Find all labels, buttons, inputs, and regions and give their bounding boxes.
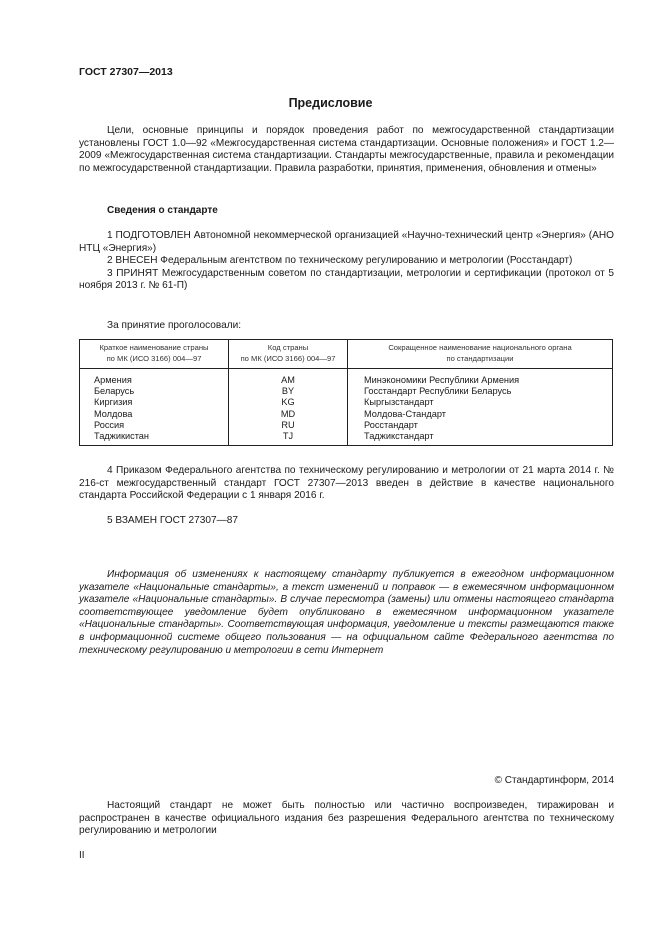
table-row — [80, 420, 613, 431]
country-cell: Армения — [80, 369, 229, 387]
country-cell: Таджикистан — [80, 431, 229, 446]
table-row — [80, 431, 613, 446]
body-cell: Госстандарт Республики Беларусь — [348, 386, 613, 397]
item-4-section — [79, 465, 614, 503]
header-country-line1: Краткое наименование страны — [99, 343, 209, 352]
header-code — [229, 340, 348, 369]
country-cell: Беларусь — [80, 386, 229, 397]
code-cell: AM — [229, 369, 348, 387]
header-country-line2: по МК (ИСО 3166) 004—97 — [106, 353, 202, 363]
country-cell: Киргизия — [80, 397, 229, 408]
code-cell: RU — [229, 420, 348, 431]
body-cell: Кыргызстандарт — [348, 397, 613, 408]
page-number: II — [79, 850, 85, 861]
info-item-2: 2 ВНЕСЕН Федеральным агентством по техническому регулированию и метрологии (Росстандарт) — [107, 255, 573, 267]
code-cell: MD — [229, 409, 348, 420]
document-id-header: ГОСТ 27307—2013 — [79, 66, 173, 78]
header-body — [348, 340, 613, 369]
info-item-4: 4 Приказом Федерального агентства по техническому регулированию и метрологии от 21 марта 2014 г. № 216-ст межгосударственный стандарт ГОСТ 27307—2013 введен в действие в качестве национального стандарта Российской Федерации с 1 января 2016 г. — [79, 465, 614, 502]
header-code-line1: Код страны — [267, 343, 309, 352]
intro-paragraph: Цели, основные принципы и порядок проведения работ по межгосударственной стандартизации установлены ГОСТ 1.0—92 «Межгосударственная система стандартизации. Основные положения» и ГОСТ 1.2—2009 «Межгосударственная система стандартизации. Стандарты межгосударственные, правила и рекомендации по межгосударственной стандартизации. Правила разработки, принятия, применения, обновления и отмены» — [79, 125, 614, 174]
info-item-3: 3 ПРИНЯТ Межгосударственным советом по стандартизации, метрологии и сертификации (протокол от 5 ноября 2013 г. № 61-П) — [79, 267, 614, 292]
info-item-5: 5 ВЗАМЕН ГОСТ 27307—87 — [107, 515, 238, 526]
table-row — [80, 369, 613, 387]
voting-table — [79, 339, 613, 446]
notice-section — [79, 569, 614, 657]
country-cell: Россия — [80, 420, 229, 431]
copyright-notice: © Стандартинформ, 2014 — [494, 775, 614, 786]
body-cell: Минэкономики Республики Армения — [348, 369, 613, 387]
notice-paragraph: Информация об изменениях к настоящему стандарту публикуется в ежегодном информационном указателе «Национальные стандарты», а текст изменений и поправок — в ежемесячном информационном указателе «Национальные стандарты». В случае пересмотра (замены) или отмены настоящего стандарта соответствующее уведомление будет опубликовано в ежемесячном информационном указателе «Национальные стандарты». Соответствующая информация, уведомление и тексты размещаются также в информационной системе общего пользования — на официальном сайте Федерального агентства по техническому регулированию и метрологии в сети Интернет — [79, 569, 614, 656]
info-item-1: 1 ПОДГОТОВЛЕН Автономной некоммерческой организацией «Научно-технический центр «Энергия» (АНО НТЦ «Энергия») — [79, 230, 614, 254]
header-country — [80, 340, 229, 369]
rights-paragraph: Настоящий стандарт не может быть полностью или частично воспроизведен, тиражирован и распространен в качестве официального издания без разрешения Федерального агентства по техническому регулированию и метрологии — [79, 800, 614, 837]
intro-section — [79, 125, 614, 175]
table-row — [80, 409, 613, 420]
header-code-line2: по МК (ИСО 3166) 004—97 — [240, 353, 336, 363]
voting-table-header — [80, 340, 613, 369]
country-cell: Молдова — [80, 409, 229, 420]
page-title: Предисловие — [288, 96, 373, 110]
body-cell: Таджикстандарт — [348, 431, 613, 446]
code-cell: TJ — [229, 431, 348, 446]
body-cell: Молдова-Стандарт — [348, 409, 613, 420]
vote-intro: За принятие проголосовали: — [107, 320, 242, 331]
body-cell: Росстандарт — [348, 420, 613, 431]
info-heading: Сведения о стандарте — [107, 205, 218, 216]
table-row — [80, 386, 613, 397]
header-body-line1: Сокращенное наименование национального органа — [388, 343, 572, 352]
rights-section — [79, 800, 614, 838]
table-row — [80, 397, 613, 408]
code-cell: KG — [229, 397, 348, 408]
code-cell: BY — [229, 386, 348, 397]
header-body-line2: по стандартизации — [446, 353, 514, 363]
info-items — [79, 230, 614, 293]
